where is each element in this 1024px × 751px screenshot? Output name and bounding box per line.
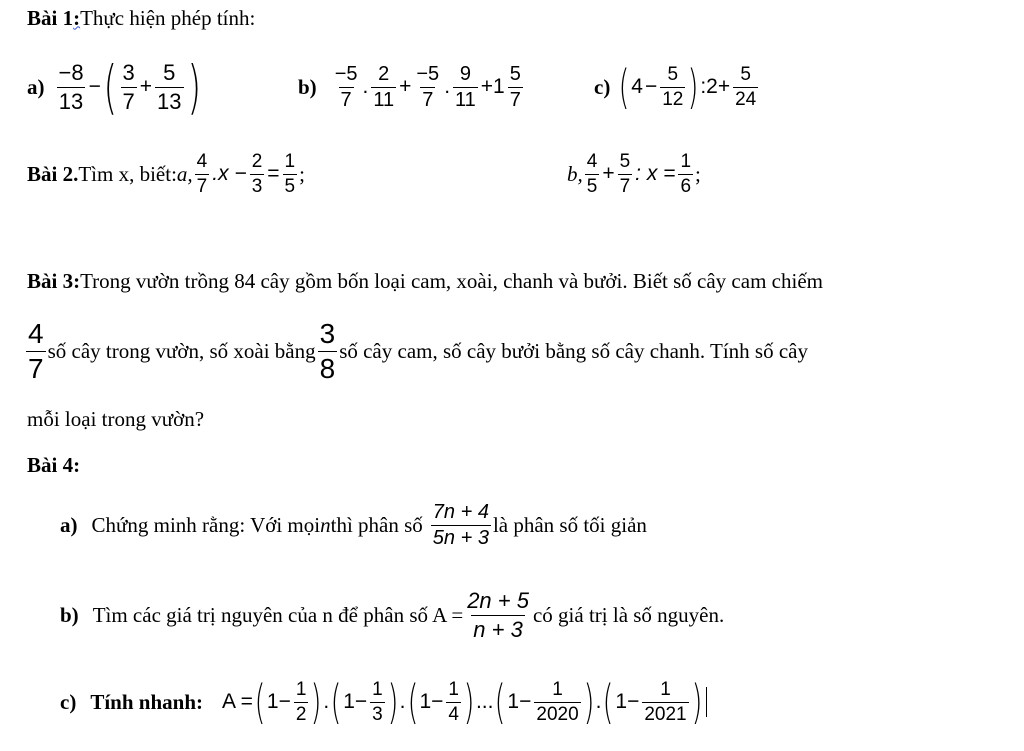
bai3-text2b: số cây cam, số cây bưởi bằng số cây chanh. Tính số cây: [339, 338, 808, 363]
plus-sign: +: [399, 75, 412, 98]
fraction: $\frac{5}{13}$: [157, 60, 182, 114]
bai1-heading: [27, 4, 255, 32]
fraction: $\frac{2}{3}$: [251, 150, 263, 197]
right-paren: ): [311, 675, 322, 729]
one-minus: 1−: [507, 690, 532, 713]
bai4-a-text2: thì phân số: [330, 512, 423, 537]
bai3-text3: mỗi loại trong vườn?: [27, 406, 205, 431]
one-minus: 1−: [343, 690, 368, 713]
minus-sign: −: [88, 75, 101, 98]
bai4-a-text3: là phân số tối giản: [492, 512, 647, 537]
bai4-b-text1: Tìm các giá trị nguyên của n để phân số A =: [92, 602, 464, 627]
bai3-text1: Trong vườn trồng 84 cây gồm bốn loại cam, xoài, chanh và bưởi. Biết số cây cam chiếm: [80, 268, 823, 293]
dot-sign: .: [323, 690, 330, 713]
fraction: $\frac{-5}{7}$: [334, 62, 358, 111]
fraction: $\frac{1}{3}$: [372, 678, 383, 725]
bai4-c-label: c): [60, 689, 77, 714]
ellipsis: ...: [475, 690, 494, 713]
semicolon: ;: [299, 161, 305, 186]
text-cursor: [706, 687, 707, 717]
dot-sign: .: [595, 690, 602, 713]
bai3-line3: [27, 404, 204, 434]
fraction: $\frac{1}{2021}$: [644, 678, 687, 725]
left-paren: (: [103, 53, 117, 121]
a-equals: A =: [222, 690, 253, 713]
fraction: $\frac{1}{6}$: [680, 150, 692, 197]
fraction: $\frac{3}{8}$: [319, 318, 336, 384]
right-paren: ): [691, 675, 703, 729]
divide-two-plus: :2+: [700, 75, 731, 98]
x-minus: .x −: [212, 162, 247, 185]
divide-x-equals: : x =: [635, 162, 676, 185]
bai2-a-prefix: a,: [176, 161, 193, 186]
bai2-b-prefix: b,: [567, 161, 583, 186]
number-four: 4: [631, 75, 643, 98]
fraction: $\frac{4}{7}$: [196, 150, 208, 197]
fraction: $\frac{1}{5}$: [284, 150, 296, 197]
left-paren: (: [407, 675, 418, 729]
equals-sign: =: [267, 162, 280, 185]
bai1-b-label: b): [298, 74, 317, 99]
bai4-b: [60, 580, 724, 650]
plus-sign: +: [139, 75, 153, 98]
fraction: $\frac{1}{2020}$: [536, 678, 579, 725]
bai4-a-label: a): [60, 512, 78, 537]
bai2-text: Tìm x, biết:: [78, 161, 177, 186]
plus-sign: +: [602, 162, 615, 185]
minus-sign: −: [644, 75, 658, 98]
one-minus: 1−: [615, 690, 640, 713]
left-paren: (: [254, 675, 266, 729]
left-paren: (: [495, 675, 506, 729]
bai4-a-text1: Chứng minh rằng: Với mọi: [91, 512, 321, 537]
dot-sign: .: [444, 75, 451, 98]
fraction: $\frac{9}{11}$: [455, 62, 476, 111]
left-paren: (: [618, 60, 630, 114]
bai4-b-label: b): [60, 602, 79, 627]
fraction: $\frac{2}{11}$: [373, 62, 395, 111]
bai1-label: Bài 1: [27, 5, 74, 30]
fraction: $\frac{-5}{7}$: [416, 62, 440, 111]
fraction: $\frac{2n + 5}{n + 3}$: [467, 588, 529, 642]
one-minus: 1−: [419, 690, 444, 713]
left-paren: (: [330, 675, 342, 729]
left-paren: (: [603, 675, 614, 729]
fraction: $\frac{3}{7}$: [122, 60, 135, 114]
bai4-a: [60, 494, 647, 556]
bai1-title: Thực hiện phép tính:: [80, 5, 256, 30]
bai4-c-text1: Tính nhanh:: [90, 689, 203, 714]
variable-n: n: [320, 512, 331, 537]
semicolon: ;: [695, 161, 701, 186]
bai1-b: [298, 48, 525, 126]
bai3-line1: [27, 266, 823, 296]
fraction: $\frac{1}{4}$: [448, 678, 459, 725]
bai1-colon: :: [73, 5, 81, 30]
bai4-heading: [27, 450, 80, 480]
bai1-a: [27, 48, 202, 126]
fraction: $\frac{5}{7}$: [619, 150, 631, 197]
bai1-c-label: c): [594, 74, 611, 99]
right-paren: ): [583, 675, 595, 729]
bai2-label: Bài 2.: [27, 161, 79, 186]
bai4-c: [60, 664, 707, 740]
fraction: $\frac{1}{2}$: [295, 678, 307, 725]
fraction: $\frac{5}{24}$: [735, 63, 757, 110]
bai3-label: Bài 3:: [27, 268, 81, 293]
right-paren: ): [187, 53, 201, 121]
fraction: $\frac{5}{12}$: [662, 63, 684, 110]
bai3-text2a: số cây trong vườn, số xoài bằng: [47, 338, 316, 363]
right-paren: ): [463, 675, 475, 729]
right-paren: ): [687, 60, 699, 114]
fraction: $\frac{-8}{13}$: [58, 60, 84, 114]
fraction: $\frac{5}{7}$: [509, 62, 521, 111]
bai4-b-text2: có giá trị là số nguyên.: [532, 602, 725, 627]
fraction: $\frac{4}{5}$: [586, 150, 598, 197]
bai4-label: Bài 4:: [27, 452, 81, 477]
bai2: [27, 140, 305, 208]
fraction: $\frac{4}{7}$: [28, 318, 44, 384]
bai3-line2: [24, 312, 808, 390]
plus-one: +1: [480, 75, 505, 98]
bai1-a-label: a): [27, 74, 45, 99]
bai1-c: [594, 50, 760, 124]
dot-sign: .: [362, 75, 369, 98]
one-minus: 1−: [266, 690, 291, 713]
fraction: $\frac{7n + 4}{5n + 3}$: [432, 500, 489, 549]
dot-sign: .: [399, 690, 406, 713]
right-paren: ): [387, 675, 399, 729]
bai2-b: [567, 140, 701, 208]
